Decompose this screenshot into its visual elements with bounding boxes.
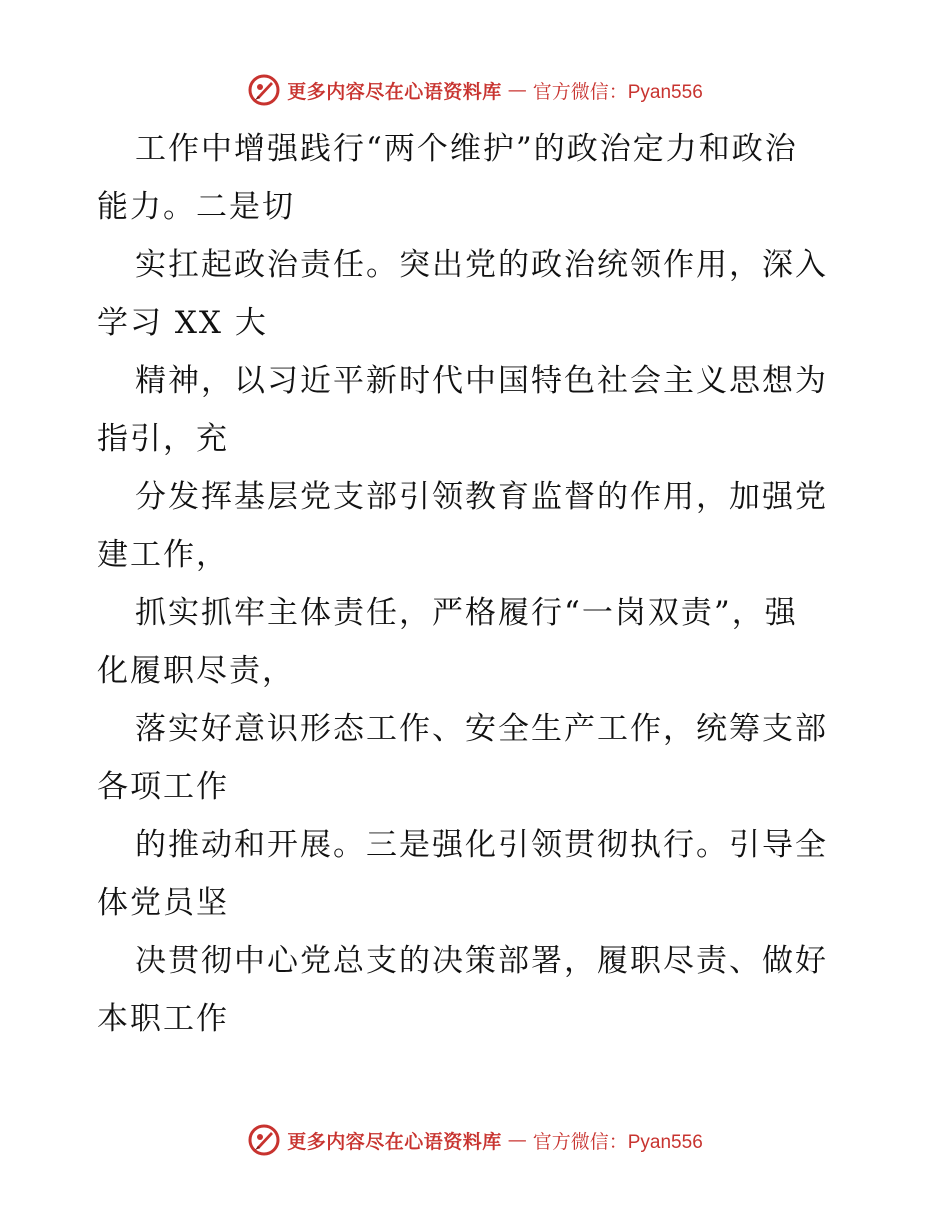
paragraph-line: 决贯彻中心党总支的决策部署，履职尽责、做好 [135,943,828,979]
paragraph-line: 落实好意识形态工作、安全生产工作，统筹支部 [135,711,828,747]
paragraph-line: 各项工作 [97,769,229,805]
header-banner [0,70,950,110]
paragraph-line: 指引，充 [97,421,229,457]
paragraph-line: 分发挥基层党支部引领教育监督的作用，加强党 [135,479,828,515]
paragraph [97,816,857,932]
paragraph-line: 建工作， [97,537,229,573]
quill-logo-icon [247,73,281,107]
banner-wechat: 官方微信：Pyan556 [532,1131,703,1153]
paragraph-line: 精神，以习近平新时代中国特色社会主义思想为 [135,363,828,399]
banner-dash: — [507,79,527,101]
paragraph-line: 工作中增强践行“两个维护”的政治定力和政治 [135,131,798,167]
footer-banner [0,1120,950,1160]
paragraph [97,352,857,468]
paragraph [97,700,857,816]
paragraph-line: 实扛起政治责任。突出党的政治统领作用，深入 [135,247,828,283]
quill-logo-icon [247,1123,281,1157]
banner-wechat: 官方微信：Pyan556 [532,81,703,103]
paragraph-line: 化履职尽责， [97,653,295,689]
paragraph [97,584,857,700]
paragraph-line: 体党员坚 [97,885,229,921]
banner-text: 更多内容尽在心语资料库 [287,1130,502,1153]
paragraph-line: 的推动和开展。三是强化引领贯彻执行。引导全 [135,827,828,863]
paragraph [97,468,857,584]
paragraph [97,120,857,236]
document-body [97,120,857,1048]
paragraph [97,932,857,1048]
paragraph-line: 能力。二是切 [97,189,295,225]
paragraph-line: 本职工作 [97,1001,229,1037]
banner-text: 更多内容尽在心语资料库 [287,80,502,103]
banner-dash: — [507,1129,527,1151]
paragraph-line: 学习 XX 大 [97,305,268,341]
paragraph-line: 抓实抓牢主体责任，严格履行“一岗双责”，强 [135,595,798,631]
paragraph [97,236,857,352]
